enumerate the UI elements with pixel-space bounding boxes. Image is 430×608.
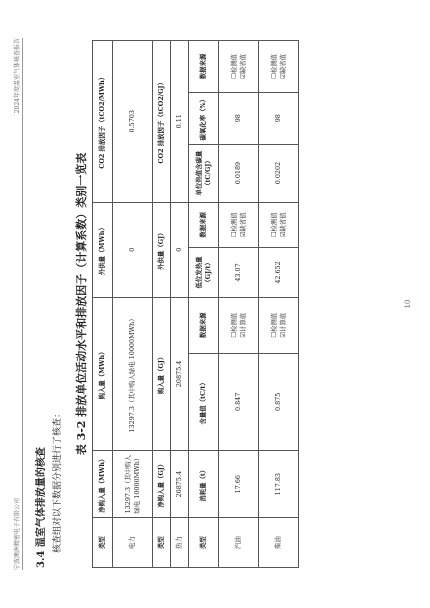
electric-factor: 0.5703 — [113, 41, 153, 203]
electric-supply-header: 外供量（MWh） — [93, 202, 113, 297]
heat-type-header: 类型 — [153, 518, 171, 568]
checkbox-default: ☑缺省值 — [238, 212, 247, 238]
fuel-ncv: 42.652 — [259, 248, 299, 298]
heat-factor-header: CO2 排放因子（tCO2/GJ） — [153, 41, 171, 203]
electric-header-row — [93, 41, 113, 568]
section-intro: 核查组对以下数据分别进行了核查： — [53, 408, 63, 553]
fuel-carbon: 0.0189 — [219, 144, 259, 202]
checkbox-default: ☑缺省值 — [278, 212, 287, 238]
fuel-consumption: 17.66 — [219, 451, 259, 518]
checkbox-measured: ☐检测值 — [269, 53, 278, 79]
table-title: 表 3-2 排放单位活动水平和排放因子（计算系数）类别一览表 — [75, 152, 88, 456]
heat-net: 20875.4 — [171, 451, 189, 518]
electric-purchase-header: 购入量（MWh） — [93, 297, 113, 450]
heat-factor: 0.11 — [171, 41, 189, 203]
fuel-source3 — [259, 41, 299, 93]
header-company: 宁波澳洲精密电子有限公司 — [14, 497, 21, 570]
fuel-ncv: 43.07 — [219, 248, 259, 298]
checkbox-default: ☑缺省值 — [238, 53, 247, 79]
heat-net-header: 净购入量（GJ） — [153, 451, 171, 518]
checkbox-default: ☑缺省值 — [278, 53, 287, 79]
fuel-type-header: 类型 — [189, 518, 219, 568]
electric-factor-header: CO2 排放因子（tCO2/MWh） — [93, 41, 113, 203]
fuel-consumption: 117.83 — [259, 451, 299, 518]
fuel-row-gasoline — [219, 41, 259, 568]
heat-header-row — [153, 41, 171, 568]
electric-net-header: 净购入量（MWh） — [93, 451, 113, 518]
fuel-carbon-header: 单位热值含碳量（tC/GJ） — [189, 144, 219, 202]
fuel-header-row — [189, 41, 219, 568]
electric-data-row — [113, 41, 153, 568]
fuel-oxidation: 98 — [219, 92, 259, 144]
fuel-consumption-header: 消耗量（t） — [189, 451, 219, 518]
heat-supply-header: 外供量（GJ） — [153, 202, 171, 297]
fuel-source3 — [219, 41, 259, 93]
header-rule — [22, 38, 23, 570]
checkbox-measured: ☐检测值 — [229, 212, 238, 238]
fuel-oxidation: 98 — [259, 92, 299, 144]
fuel-ncv-header: 低位发热量（GJ/t） — [189, 248, 219, 298]
checkbox-measured: ☐检测值 — [269, 212, 278, 238]
checkbox-calculated: ☑计算值 — [238, 312, 247, 338]
checkbox-calculated: ☑计算值 — [278, 312, 287, 338]
fuel-source1 — [219, 297, 259, 353]
checkbox-measured: ☐检测值 — [229, 312, 238, 338]
fuel-source1 — [259, 297, 299, 353]
heat-data-row — [171, 41, 189, 568]
checkbox-measured: ☐检测值 — [269, 312, 278, 338]
fuel-oxidation-header: 碳氧化率（%） — [189, 92, 219, 144]
heat-purchase: 20875.4 — [171, 297, 189, 450]
fuel-type: 柴油 — [259, 518, 299, 568]
electric-net: 13297.3（其中购入绿电 10000MWh） — [113, 451, 153, 518]
fuel-type: 汽油 — [219, 518, 259, 568]
section-title: 3.4 温室气体排放量的核查 — [36, 447, 47, 568]
fuel-carbon: 0.0202 — [259, 144, 299, 202]
heat-supply: 0 — [171, 202, 189, 297]
header-report: 2024年度温室气体核查报告 — [14, 38, 21, 114]
fuel-content-header: 含量值（tC/t） — [189, 353, 219, 450]
electric-type-header: 类型 — [93, 518, 113, 568]
fuel-content: 0.875 — [259, 353, 299, 450]
page-number: 10 — [404, 299, 412, 309]
fuel-source3-header: 数据来源 — [189, 41, 219, 93]
fuel-content: 0.847 — [219, 353, 259, 450]
fuel-source2 — [219, 202, 259, 248]
electric-supply: 0 — [113, 202, 153, 297]
fuel-source2-header: 数据来源 — [189, 202, 219, 248]
fuel-row-diesel — [259, 41, 299, 568]
electric-purchase: 13297.3（其中购入绿电 10000MWh） — [113, 297, 153, 450]
electric-type: 电力 — [113, 518, 153, 568]
heat-type: 热力 — [171, 518, 189, 568]
emission-factor-table — [92, 40, 299, 568]
fuel-source2 — [259, 202, 299, 248]
checkbox-measured: ☐检测值 — [229, 53, 238, 79]
heat-purchase-header: 购入量（GJ） — [153, 297, 171, 450]
fuel-source1-header: 数据来源 — [189, 297, 219, 353]
